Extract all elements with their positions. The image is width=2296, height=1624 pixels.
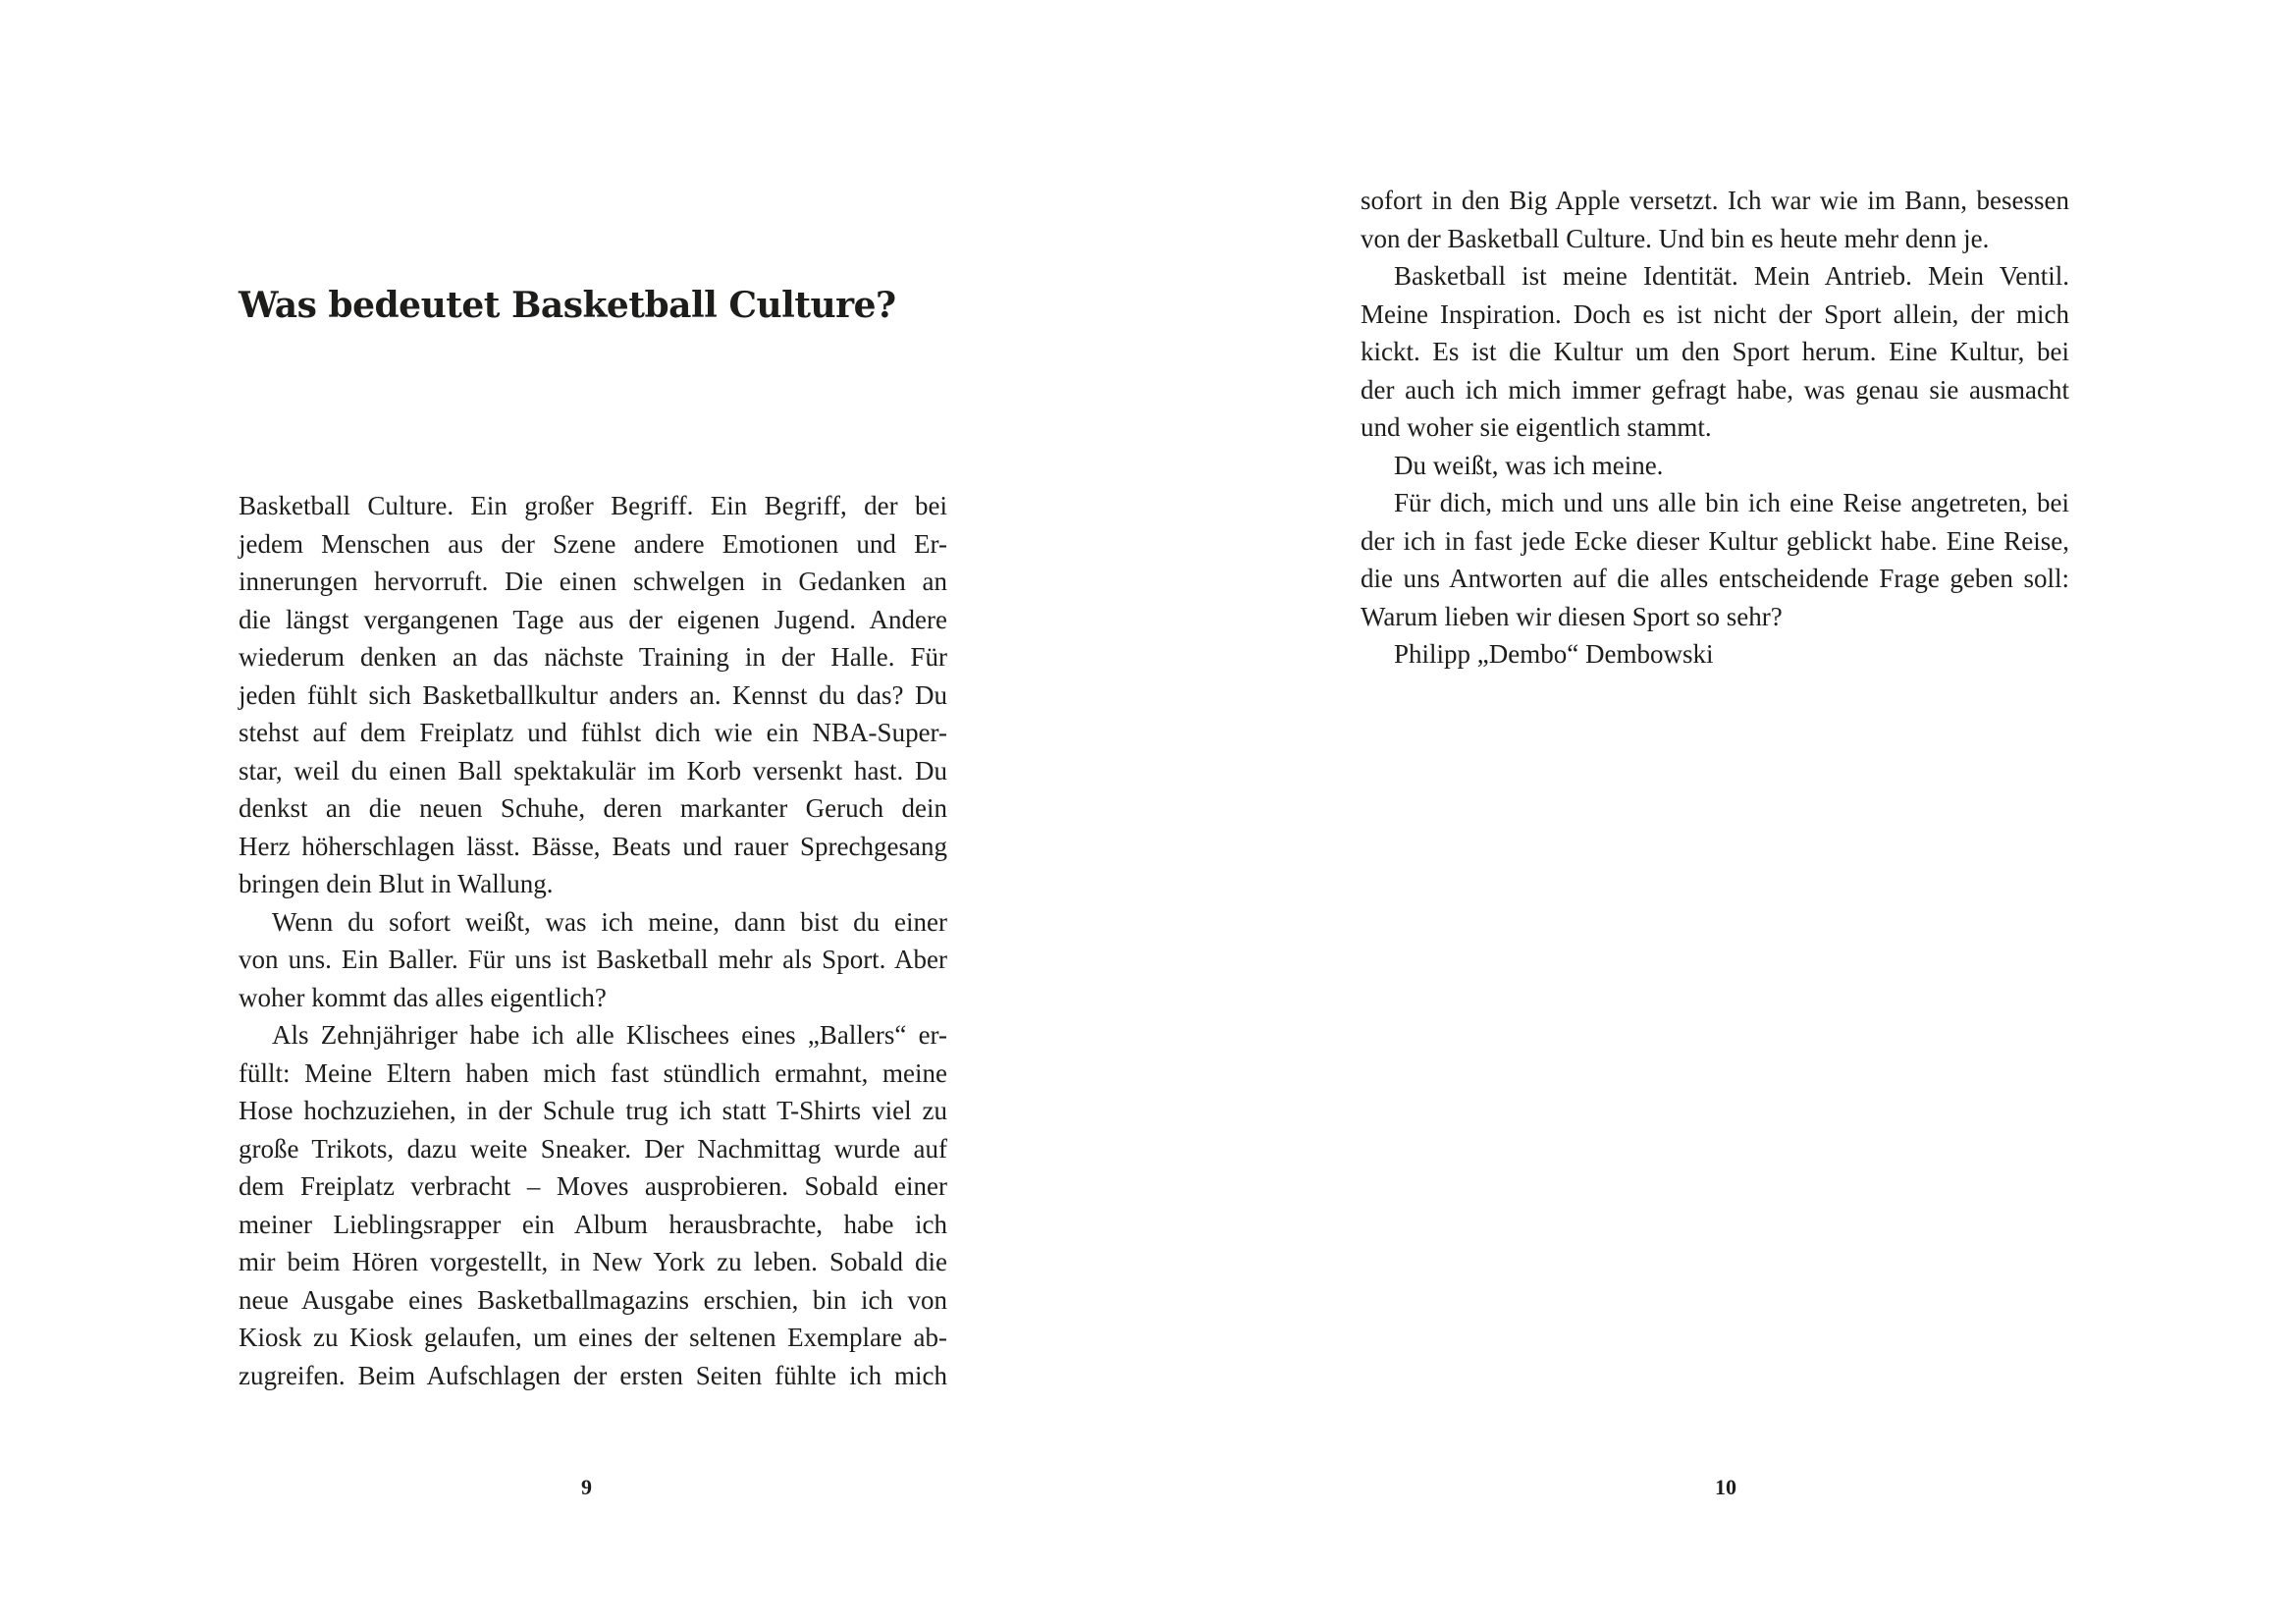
text-line: Basketball ist meine Identität. Mein Antrieb. Mein Ventil. — [1394, 261, 2069, 291]
text-line: füllt: Meine Eltern haben mich fast stündlich ermahnt, meine — [239, 1057, 947, 1088]
text-line: jedem Menschen aus der Szene andere Emotionen und Er- — [239, 528, 947, 559]
text-line: woher kommt das alles eigentlich? — [239, 982, 607, 1012]
text-line: die uns Antworten auf die alles entscheidende Frage geben soll: — [1361, 564, 2069, 593]
text-line: große Trikots, dazu weite Sneaker. Der Nachmittag wurde auf — [239, 1133, 947, 1164]
text-line: neue Ausgabe eines Basketballmagazins erschien, bin ich von — [239, 1284, 947, 1315]
text-line: und woher sie eigentlich stammt. — [1361, 412, 1712, 442]
text-line: Meine Inspiration. Doch es ist nicht der Sport allein, der mich — [1361, 298, 2069, 329]
text-line: von der Basketball Culture. Und bin es heute mehr denn je. — [1361, 223, 1990, 253]
text-line: Wenn du sofort weißt, was ich meine, dann bist du einer — [272, 906, 947, 937]
text-line: Du weißt, was ich meine. — [1394, 450, 1664, 480]
text-line: wiederum denken an das nächste Training in der Halle. Für — [239, 642, 947, 672]
author-signature: Philipp „Dembo“ Dembowski — [1394, 639, 1714, 669]
chapter-title: Was bedeutet Basketball Culture? — [239, 285, 896, 326]
text-line: bringen dein Blut in Wallung. — [239, 869, 554, 898]
text-line: sofort in den Big Apple versetzt. Ich war wie im Bann, besessen — [1361, 186, 2069, 215]
text-line: meiner Lieblingsrapper ein Album herausbrachte, habe ich — [239, 1209, 947, 1239]
text-line: Hose hochzuziehen, in der Schule trug ich statt T-Shirts viel zu — [239, 1096, 947, 1125]
text-line: die längst vergangenen Tage aus der eigenen Jugend. Andere — [239, 604, 947, 634]
text-line: der ich in fast jede Ecke dieser Kultur geblickt habe. Eine Reise, — [1361, 525, 2069, 556]
right-body-text — [1361, 182, 2069, 674]
text-line: denkst an die neuen Schuhe, deren markanter Geruch dein — [239, 793, 947, 823]
text-line: stehst auf dem Freiplatz und fühlst dich wie ein NBA-Super- — [239, 718, 947, 747]
text-line: dem Freiplatz verbracht – Moves ausprobieren. Sobald einer — [239, 1171, 947, 1201]
text-line: kickt. Es ist die Kultur um den Sport herum. Eine Kultur, bei — [1361, 337, 2069, 366]
left-body-text — [239, 487, 947, 1394]
text-line: Basketball Culture. Ein großer Begriff. Ein Begriff, der bei — [239, 491, 947, 520]
text-line: star, weil du einen Ball spektakulär im Korb versenkt hast. Du — [239, 755, 947, 785]
text-line: von uns. Ein Baller. Für uns ist Basketball mehr als Sport. Aber — [239, 945, 947, 974]
text-line: der auch ich mich immer gefragt habe, was genau sie ausmacht — [1361, 374, 2069, 405]
text-line: jeden fühlt sich Basketballkultur anders an. Kennst du das? Du — [239, 679, 947, 710]
text-line: zugreifen. Beim Aufschlagen der ersten Seiten fühlte ich mich — [239, 1360, 947, 1390]
page-number: 9 — [581, 1475, 592, 1499]
text-line: Warum lieben wir diesen Sport so sehr? — [1361, 601, 1783, 631]
text-line: mir beim Hören vorgestellt, in New York zu leben. Sobald die — [239, 1247, 947, 1276]
text-line: Kiosk zu Kiosk gelaufen, um eines der seltenen Exemplare ab- — [239, 1323, 947, 1352]
right-page — [1148, 0, 2296, 1624]
page-number: 10 — [1715, 1475, 1736, 1499]
text-line: innerungen hervorruft. Die einen schwelgen in Gedanken an — [239, 567, 947, 596]
text-line: Für dich, mich und uns alle bin ich eine Reise angetreten, bei — [1394, 488, 2069, 517]
text-line: Als Zehnjähriger habe ich alle Klischees eines „Ballers“ er- — [272, 1020, 947, 1050]
text-line: Herz höherschlagen lässt. Bässe, Beats und rauer Sprechgesang — [239, 831, 947, 861]
